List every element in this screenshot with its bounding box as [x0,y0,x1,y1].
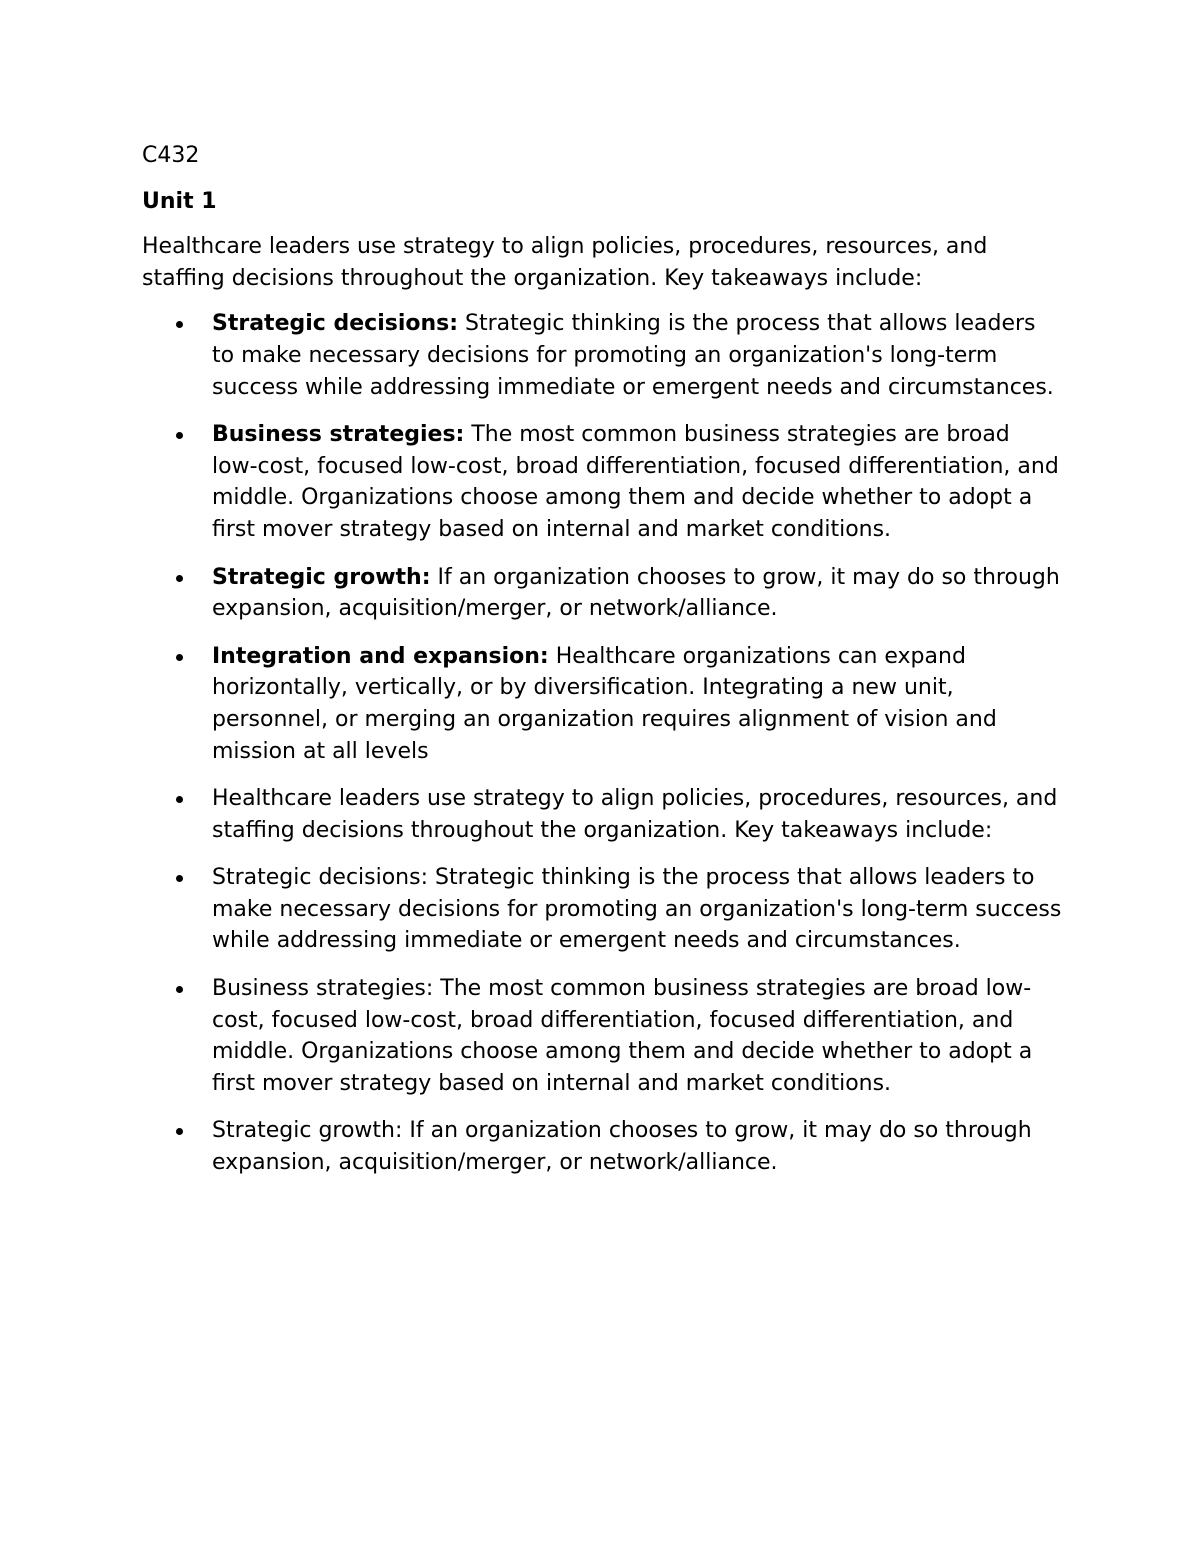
list-item [142,973,1062,1099]
takeaways-list [142,308,1062,1178]
list-item [142,308,1062,403]
bullet-icon [176,796,183,803]
intro-paragraph: Healthcare leaders use strategy to align policies, procedures, resources, and staffing decisions throughout the organization. Key takeaways include: [142,234,988,291]
item-text: The most common business strategies are broad low-cost, focused low-cost, broad differentiation, focused differentiation, and middle. Organizations choose among them and decide whether to adopt a first mover strategy based on internal and market conditions. [212,422,1059,542]
item-term: Integration and expansion: [212,643,549,669]
bullet-icon [176,654,183,661]
bullet-icon [176,432,183,439]
list-item [142,562,1062,625]
item-text: Healthcare leaders use strategy to align policies, procedures, resources, and staffing decisions throughout the organization. Key takeaways include: [212,786,1058,843]
list-item [142,419,1062,545]
unit-heading: Unit 1 [142,188,217,214]
list-item [142,783,1062,846]
bullet-icon [176,1128,183,1135]
document-body [142,140,1062,1195]
list-item [142,641,1062,767]
item-term: Business strategies: [212,422,465,448]
bullet-icon [176,986,183,993]
list-item [142,1115,1062,1178]
course-code: C432 [142,143,200,168]
bullet-icon [176,875,183,882]
item-text: Strategic thinking is the process that allows leaders to make necessary decisions for promoting an organization's long-term success while addressing immediate or emergent needs and circumstances. [212,311,1054,400]
item-text: Strategic decisions: Strategic thinking is the process that allows leaders to make necessary decisions for promoting an organization's long-term success while addressing immediate or emergent needs and circumstances. [212,865,1062,954]
bullet-icon [176,575,183,582]
item-term: Strategic growth: [212,564,431,590]
item-term: Strategic decisions: [212,311,459,337]
item-text: Strategic growth: If an organization chooses to grow, it may do so through expansion, acquisition/merger, or network/alliance. [212,1118,1032,1176]
item-text: If an organization chooses to grow, it may do so through expansion, acquisition/merger, or network/alliance. [212,564,1060,622]
item-text: Healthcare organizations can expand horizontally, vertically, or by diversification. Integrating a new unit, personnel, or merging an organization requires alignment of vision and mission at all levels [212,643,997,764]
list-item [142,862,1062,957]
item-text: Business strategies: The most common business strategies are broad low-cost, focused low-cost, broad differentiation, focused differentiation, and middle. Organizations choose among them and decide whether to adopt a first mover strategy based on internal and market conditions. [212,976,1033,1096]
bullet-icon [176,321,183,328]
